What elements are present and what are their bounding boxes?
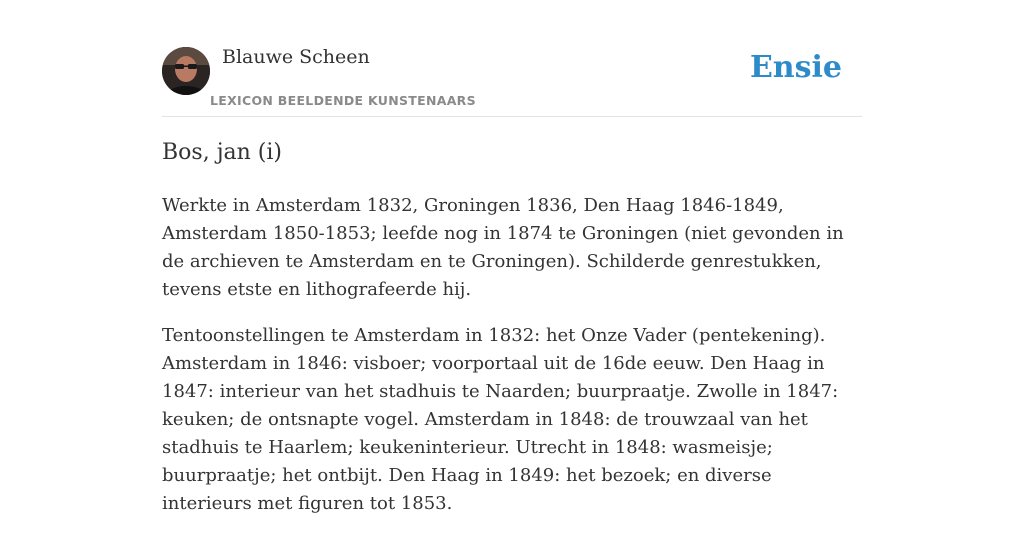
author-name[interactable]: Blauwe Scheen xyxy=(222,46,370,68)
brand-logo[interactable]: Ensie xyxy=(749,50,842,85)
article-header xyxy=(162,0,862,117)
article-title: Bos, jan (i) xyxy=(162,140,282,165)
article-paragraph: Werkte in Amsterdam 1832, Groningen 1836, Den Haag 1846-1849, Amsterdam 1850-1853; leefde nog in 1874 te Groningen (niet gevonden in de archieven te Amsterdam en te Groningen). Schilderde genrestukken, tevens etste en lithografeerde hij. xyxy=(162,195,844,300)
article-body xyxy=(162,192,862,536)
author-avatar[interactable] xyxy=(162,47,210,95)
article-card xyxy=(162,0,862,514)
avatar-image xyxy=(162,47,210,95)
article-paragraph: Tentoonstellingen te Amsterdam in 1832: het Onze Vader (pentekening). Amsterdam in 1846: visboer; voorportaal uit de 16de eeuw. Den Haag in 1847: interieur van het stadhuis te Naarden; buurpraatje. Zwolle in 1847: keuken; de ontsnapte vogel. Amsterdam in 1848: de trouwzaal van het stadhuis te Haarlem; keukeninterieur. Utrecht in 1848: wasmeisje; buurpraatje; het ontbijt. Den Haag in 1849: het bezoek; en diverse interieurs met figuren tot 1853. xyxy=(162,325,839,514)
category-label[interactable]: LEXICON BEELDENDE KUNSTENAARS xyxy=(210,93,476,108)
